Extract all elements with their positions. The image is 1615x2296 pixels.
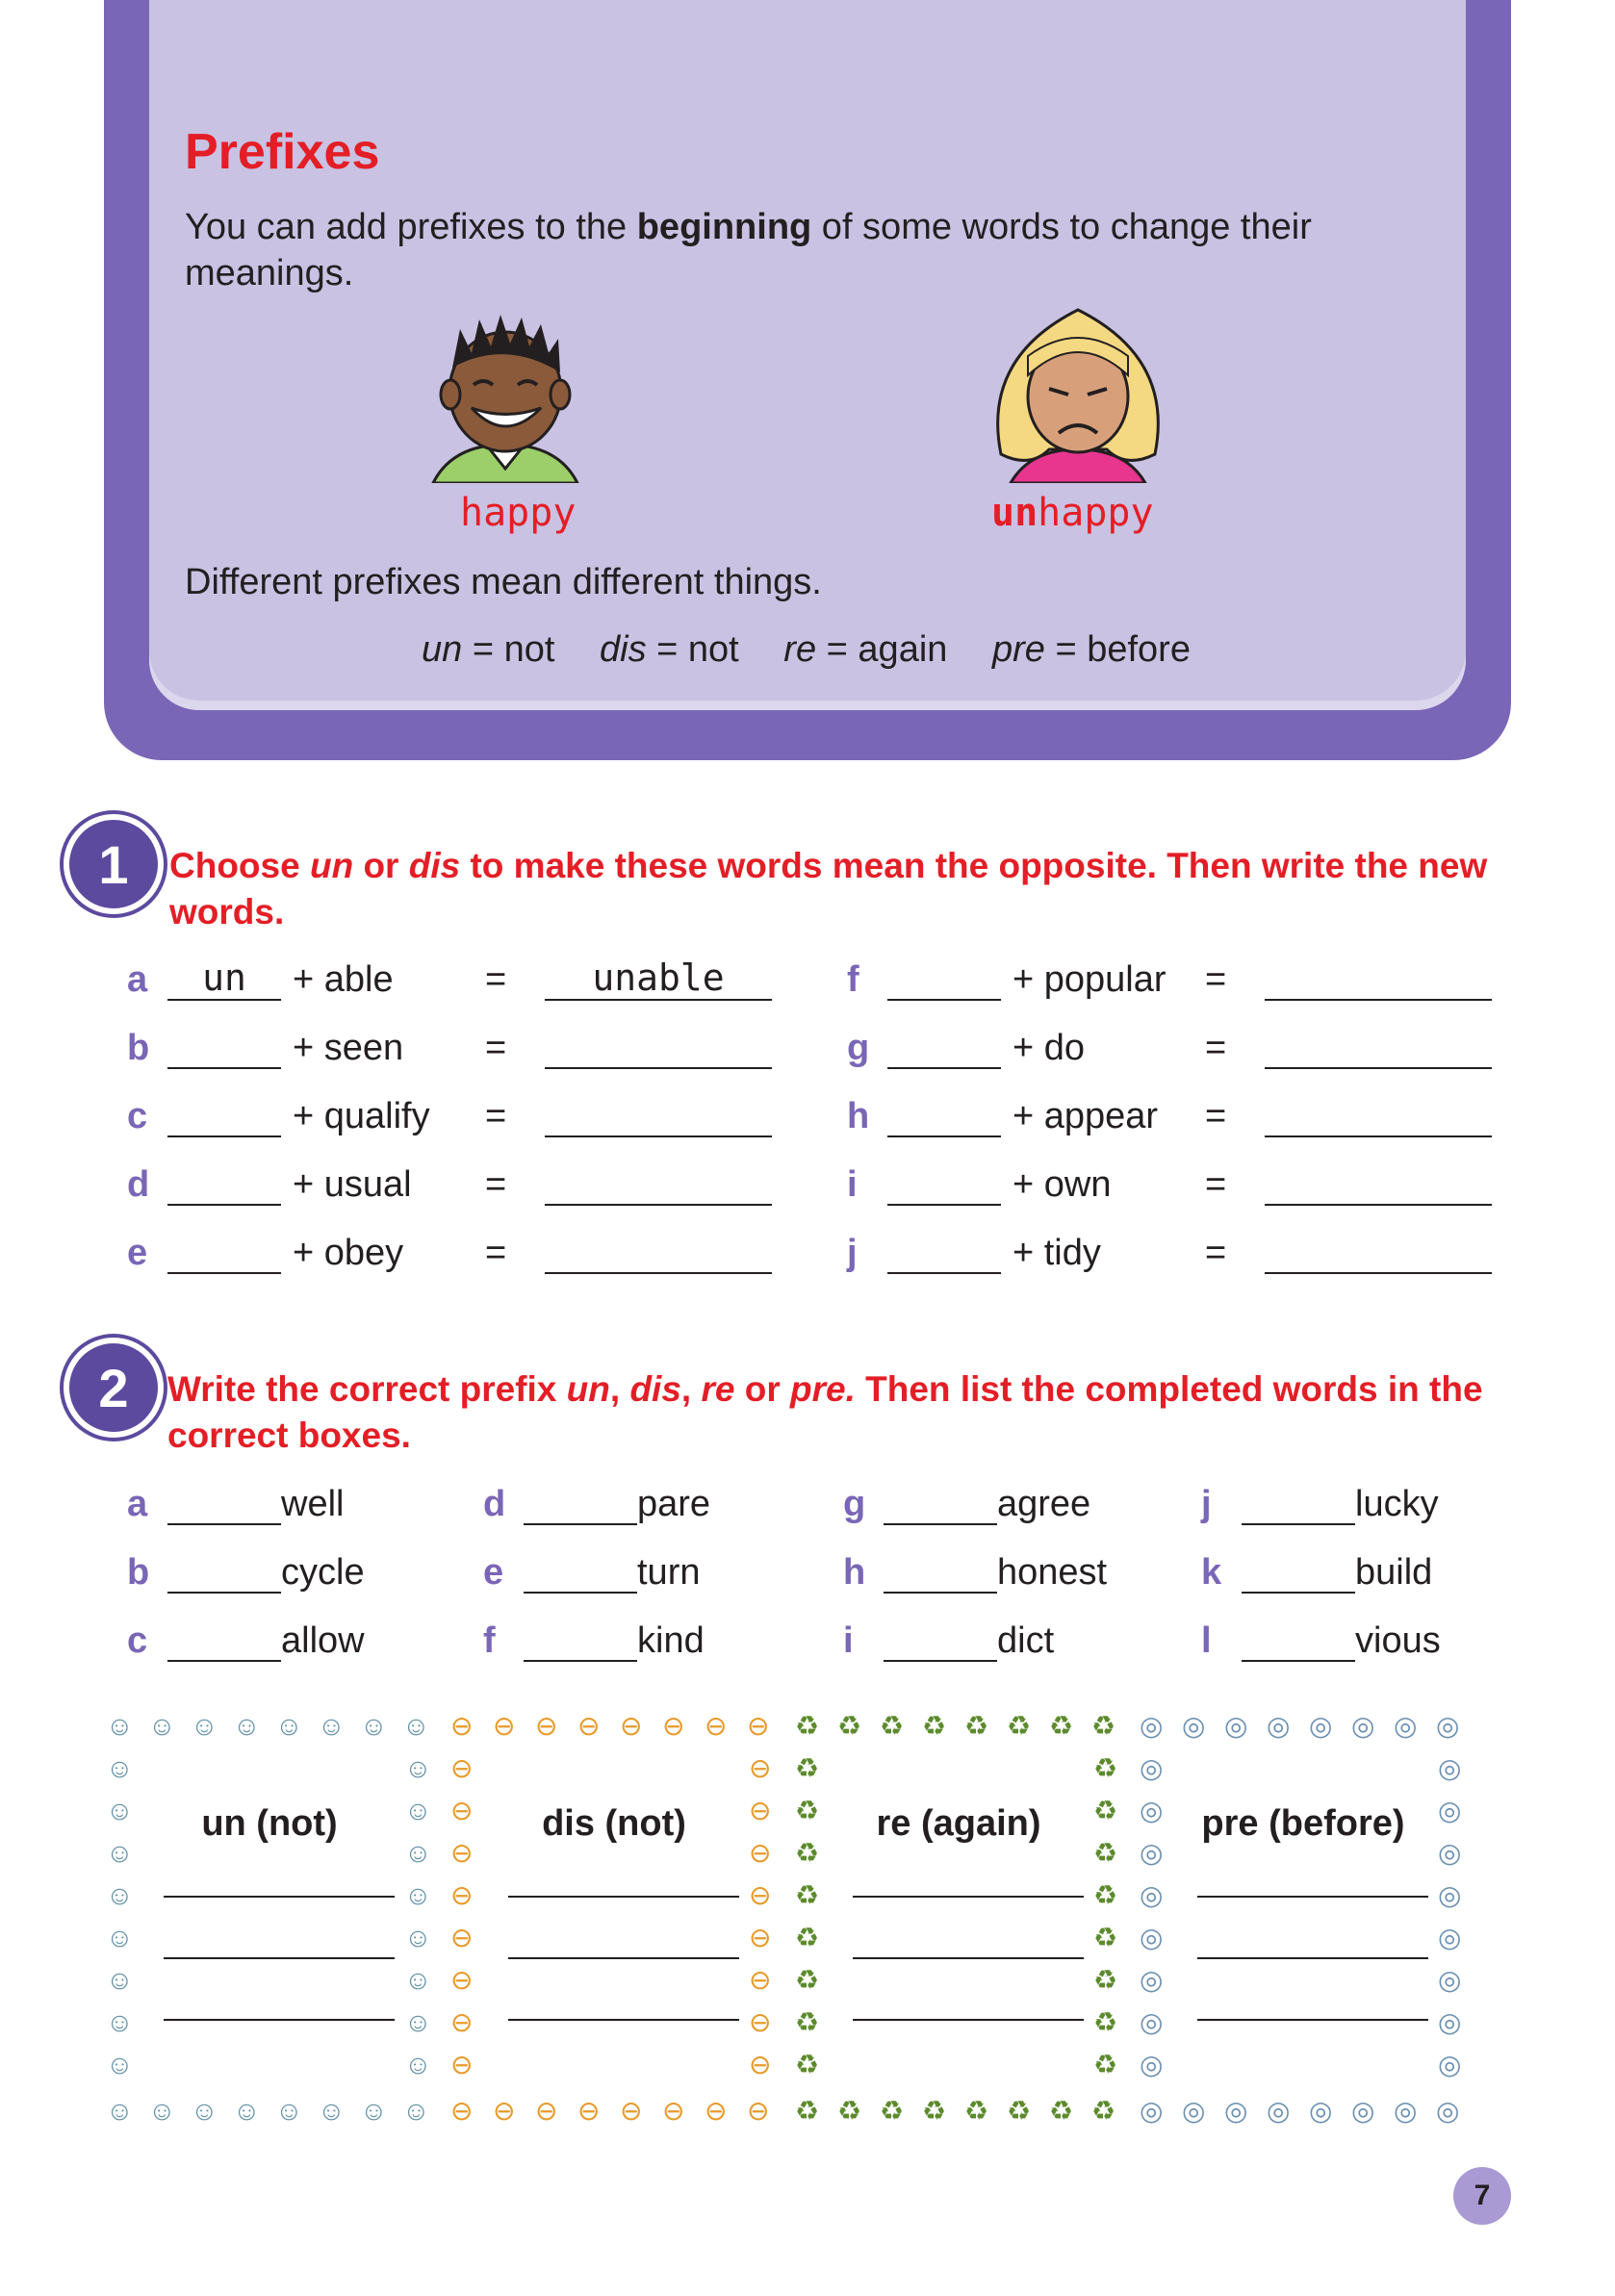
crystal-ball-icon: ◎ — [1351, 2096, 1375, 2126]
item-letter: b — [127, 1552, 150, 1593]
recycle-icon: ♻ — [795, 1838, 820, 1868]
equals-sign: = — [485, 1164, 507, 1205]
recycle-icon: ♻ — [1093, 2007, 1118, 2037]
base-word: + able — [293, 959, 394, 1000]
no-entry-icon: ⊖ — [450, 1923, 474, 1952]
recycle-icon: ♻ — [1093, 1796, 1118, 1825]
recycle-icon: ♻ — [795, 1711, 820, 1741]
recycle-icon: ♻ — [795, 1880, 820, 1910]
exercise-2-badge: 2 — [64, 1338, 164, 1438]
face-icon: ☺ — [275, 2096, 303, 2126]
recycle-icon: ♻ — [1093, 1965, 1118, 1995]
exercise-2-item — [127, 1604, 365, 1662]
no-entry-icon: ⊖ — [620, 2096, 643, 2126]
no-entry-icon: ⊖ — [749, 1796, 772, 1825]
word-ending: kind — [637, 1620, 705, 1661]
answer-line[interactable] — [508, 2019, 739, 2021]
recycle-icon: ♻ — [964, 1711, 989, 1741]
no-entry-icon: ⊖ — [749, 2007, 772, 2037]
prefix-blank[interactable] — [887, 1095, 1001, 1137]
recycle-icon: ♻ — [1091, 2096, 1116, 2126]
no-entry-icon: ⊖ — [450, 2096, 474, 2126]
no-entry-icon: ⊖ — [749, 1753, 772, 1783]
recycle-icon: ♻ — [1093, 1880, 1118, 1910]
face-icon: ☺ — [106, 1753, 134, 1783]
crystal-ball-icon: ◎ — [1140, 1838, 1164, 1868]
no-entry-icon: ⊖ — [450, 1880, 474, 1910]
exercise-1-item — [847, 1148, 1492, 1206]
crystal-ball-icon: ◎ — [1438, 1965, 1462, 1995]
box-title: pre (before) — [1201, 1803, 1405, 1844]
prefix-blank[interactable] — [884, 1483, 997, 1525]
crystal-ball-icon: ◎ — [1140, 2096, 1164, 2126]
face-icon: ☺ — [404, 1796, 432, 1825]
no-entry-icon: ⊖ — [705, 1711, 728, 1741]
exercise-1-badge: 1 — [64, 814, 164, 914]
prefix-blank[interactable] — [167, 958, 281, 1001]
prefix-blank[interactable] — [167, 1095, 281, 1137]
crystal-ball-icon: ◎ — [1182, 2096, 1206, 2126]
crystal-ball-icon: ◎ — [1436, 1711, 1460, 1741]
word-ending: cycle — [281, 1552, 365, 1593]
answer-line[interactable] — [853, 1896, 1084, 1898]
equals-sign: = — [1205, 959, 1227, 1000]
prefix-blank[interactable] — [1242, 1620, 1355, 1662]
recycle-icon: ♻ — [837, 2096, 862, 2126]
crystal-ball-icon: ◎ — [1140, 1965, 1164, 1995]
prefix-blank[interactable] — [887, 958, 1001, 1001]
answer-line[interactable] — [853, 1957, 1084, 1959]
equals-sign: = — [1205, 1233, 1227, 1273]
recycle-icon: ♻ — [795, 1923, 820, 1952]
face-icon: ☺ — [106, 1796, 134, 1825]
label-unhappy: unhappy — [991, 491, 1154, 535]
exercise-1-item — [127, 943, 772, 1001]
exercise-1-item — [127, 1148, 772, 1206]
recycle-icon: ♻ — [1007, 1711, 1032, 1741]
equals-sign: = — [485, 959, 507, 1000]
word-ending: dict — [997, 1620, 1055, 1661]
crystal-ball-icon: ◎ — [1438, 1838, 1462, 1868]
item-letter: a — [127, 1484, 148, 1524]
answer-blank[interactable] — [1265, 1027, 1492, 1069]
item-letter: f — [483, 1620, 496, 1661]
crystal-ball-icon: ◎ — [1394, 2096, 1418, 2126]
exercise-2-item — [483, 1604, 705, 1662]
prefix-blank[interactable] — [167, 1232, 281, 1274]
prefix-meanings — [422, 629, 1225, 671]
prefix-blank[interactable] — [887, 1027, 1001, 1069]
prefix-blank[interactable] — [524, 1483, 637, 1525]
face-icon: ☺ — [404, 1923, 432, 1952]
info-panel — [149, 0, 1466, 710]
item-letter: g — [847, 1028, 870, 1068]
base-word: + seen — [293, 1028, 404, 1068]
prefix-blank[interactable] — [887, 1232, 1001, 1274]
recycle-icon: ♻ — [922, 1711, 947, 1741]
word-ending: honest — [997, 1552, 1108, 1593]
crystal-ball-icon: ◎ — [1438, 2050, 1462, 2079]
item-letter: l — [1201, 1620, 1212, 1661]
recycle-icon: ♻ — [922, 2096, 947, 2126]
prefix-blank[interactable] — [887, 1163, 1001, 1206]
exercise-1-item — [127, 1080, 772, 1137]
prefix-answer: un — [202, 957, 246, 999]
no-entry-icon: ⊖ — [493, 2096, 516, 2126]
sorting-box — [1140, 1713, 1467, 2127]
answer-line[interactable] — [164, 2019, 395, 2021]
recycle-icon: ♻ — [837, 1711, 862, 1741]
answer-line[interactable] — [1197, 1957, 1428, 1959]
recycle-icon: ♻ — [1091, 1711, 1116, 1741]
crystal-ball-icon: ◎ — [1438, 2007, 1462, 2037]
equals-sign: = — [1205, 1096, 1227, 1136]
no-entry-icon: ⊖ — [535, 2096, 558, 2126]
crystal-ball-icon: ◎ — [1267, 1711, 1291, 1741]
face-icon: ☺ — [275, 1711, 303, 1741]
crystal-ball-icon: ◎ — [1436, 2096, 1460, 2126]
answer-line[interactable] — [164, 1896, 395, 1898]
recycle-icon: ♻ — [880, 2096, 905, 2126]
no-entry-icon: ⊖ — [450, 1753, 474, 1783]
crystal-ball-icon: ◎ — [1140, 2050, 1164, 2079]
recycle-icon: ♻ — [1093, 1753, 1118, 1783]
face-icon: ☺ — [106, 2007, 134, 2037]
prefix-blank[interactable] — [167, 1163, 281, 1206]
base-word: + do — [1013, 1028, 1086, 1068]
crystal-ball-icon: ◎ — [1438, 1753, 1462, 1783]
prefix-blank[interactable] — [884, 1620, 997, 1662]
word-ending: pare — [637, 1484, 711, 1524]
exercise-2-item — [1201, 1604, 1441, 1662]
recycle-icon: ♻ — [795, 1753, 820, 1783]
word-ending: well — [281, 1484, 345, 1524]
face-icon: ☺ — [233, 1711, 261, 1741]
face-icon: ☺ — [404, 1880, 432, 1910]
exercise-2-item — [127, 1467, 344, 1525]
exercise-1-item — [127, 1011, 772, 1069]
written-answer: unable — [592, 957, 725, 999]
base-word: + appear — [1013, 1096, 1159, 1136]
equals-sign: = — [485, 1233, 507, 1273]
sorting-box — [795, 1713, 1122, 2127]
word-ending: allow — [281, 1620, 365, 1661]
crystal-ball-icon: ◎ — [1224, 2096, 1248, 2126]
recycle-icon: ♻ — [795, 2096, 820, 2126]
item-letter: c — [127, 1096, 148, 1136]
crystal-ball-icon: ◎ — [1351, 1711, 1375, 1741]
item-letter: b — [127, 1028, 150, 1068]
answer-blank[interactable] — [1265, 1095, 1492, 1137]
face-icon: ☺ — [106, 2096, 134, 2126]
face-icon: ☺ — [360, 2096, 388, 2126]
face-icon: ☺ — [106, 1965, 134, 1995]
base-word: + obey — [293, 1233, 404, 1273]
item-letter: g — [843, 1484, 866, 1524]
face-icon: ☺ — [318, 2096, 346, 2126]
no-entry-icon: ⊖ — [450, 1965, 474, 1995]
base-word: + qualify — [293, 1096, 430, 1136]
crystal-ball-icon: ◎ — [1140, 1796, 1164, 1825]
meaning-un: un = not — [422, 629, 555, 670]
word-ending: lucky — [1355, 1484, 1439, 1524]
label-happy: happy — [460, 491, 577, 535]
crystal-ball-icon: ◎ — [1394, 1711, 1418, 1741]
box-title: un (not) — [201, 1803, 338, 1844]
no-entry-icon: ⊖ — [747, 1711, 770, 1741]
exercise-1-item — [847, 1011, 1492, 1069]
no-entry-icon: ⊖ — [749, 1880, 772, 1910]
face-icon: ☺ — [148, 1711, 176, 1741]
item-letter: j — [847, 1233, 858, 1273]
recycle-icon: ♻ — [1007, 2096, 1032, 2126]
no-entry-icon: ⊖ — [450, 2050, 474, 2079]
prefix-blank[interactable] — [167, 1483, 281, 1525]
face-icon: ☺ — [106, 1880, 134, 1910]
recycle-icon: ♻ — [795, 2007, 820, 2037]
crystal-ball-icon: ◎ — [1438, 1880, 1462, 1910]
exercise-2-item — [483, 1536, 700, 1594]
base-word: + popular — [1013, 959, 1166, 1000]
crystal-ball-icon: ◎ — [1140, 1753, 1164, 1783]
sorting-boxes — [106, 1713, 1492, 2127]
face-icon: ☺ — [106, 2050, 134, 2079]
meaning-re: re = again — [783, 629, 948, 670]
no-entry-icon: ⊖ — [749, 1965, 772, 1995]
word-ending: build — [1355, 1552, 1433, 1593]
exercise-1-instruction: Choose un or dis to make these words mean the opposite. Then write the new words. — [169, 846, 1488, 931]
answer-blank[interactable] — [545, 1095, 772, 1137]
crystal-ball-icon: ◎ — [1182, 1711, 1206, 1741]
answer-line[interactable] — [508, 1957, 739, 1959]
exercise-2-item — [843, 1467, 1090, 1525]
crystal-ball-icon: ◎ — [1309, 1711, 1333, 1741]
exercise-2-item — [483, 1467, 710, 1525]
no-entry-icon: ⊖ — [662, 1711, 685, 1741]
face-icon: ☺ — [106, 1711, 134, 1741]
item-letter: h — [843, 1552, 866, 1593]
no-entry-icon: ⊖ — [749, 1923, 772, 1952]
no-entry-icon: ⊖ — [450, 2007, 474, 2037]
unhappy-girl-icon — [962, 300, 1193, 483]
face-icon: ☺ — [106, 1838, 134, 1868]
no-entry-icon: ⊖ — [493, 1711, 516, 1741]
face-icon: ☺ — [191, 2096, 218, 2126]
face-icon: ☺ — [402, 2096, 430, 2126]
meaning-dis: dis = not — [600, 629, 739, 670]
answer-blank[interactable] — [1265, 1163, 1492, 1206]
prefix-blank[interactable] — [1242, 1483, 1355, 1525]
face-icon: ☺ — [404, 1753, 432, 1783]
prefix-blank[interactable] — [167, 1620, 281, 1662]
prefix-blank[interactable] — [524, 1620, 637, 1662]
face-icon: ☺ — [191, 1711, 218, 1741]
answer-line[interactable] — [1197, 2019, 1428, 2021]
face-icon: ☺ — [360, 1711, 388, 1741]
item-letter: i — [847, 1164, 858, 1205]
exercise-1-item — [847, 943, 1492, 1001]
exercise-2-item — [1201, 1467, 1439, 1525]
crystal-ball-icon: ◎ — [1267, 2096, 1291, 2126]
crystal-ball-icon: ◎ — [1309, 2096, 1333, 2126]
answer-blank[interactable] — [545, 1027, 772, 1069]
recycle-icon: ♻ — [795, 1796, 820, 1825]
face-icon: ☺ — [404, 2050, 432, 2079]
no-entry-icon: ⊖ — [577, 2096, 601, 2126]
prefix-blank[interactable] — [1242, 1551, 1355, 1594]
crystal-ball-icon: ◎ — [1140, 1880, 1164, 1910]
face-icon: ☺ — [318, 1711, 346, 1741]
prefix-blank[interactable] — [884, 1551, 997, 1594]
answer-blank[interactable] — [545, 1163, 772, 1206]
answer-line[interactable] — [164, 1957, 395, 1959]
crystal-ball-icon: ◎ — [1140, 1923, 1164, 1952]
word-ending: vious — [1355, 1620, 1441, 1661]
crystal-ball-icon: ◎ — [1140, 1711, 1164, 1741]
face-icon: ☺ — [148, 2096, 176, 2126]
answer-line[interactable] — [853, 2019, 1084, 2021]
prefix-blank[interactable] — [524, 1551, 637, 1594]
recycle-icon: ♻ — [1093, 1923, 1118, 1952]
base-word: + tidy — [1013, 1233, 1101, 1273]
recycle-icon: ♻ — [1049, 2096, 1074, 2126]
base-word: + usual — [293, 1164, 412, 1205]
no-entry-icon: ⊖ — [450, 1711, 474, 1741]
answer-blank[interactable] — [1265, 958, 1492, 1001]
item-letter: c — [127, 1620, 148, 1661]
recycle-icon: ♻ — [1093, 1838, 1118, 1868]
exercise-2-item — [1201, 1536, 1432, 1594]
exercise-2-instruction: Write the correct prefix un, dis, re or pre. Then list the completed words in the correct boxes. — [167, 1369, 1483, 1455]
answer-line[interactable] — [508, 1896, 739, 1898]
item-letter: a — [127, 959, 148, 1000]
no-entry-icon: ⊖ — [450, 1796, 474, 1825]
item-letter: d — [127, 1164, 150, 1205]
face-icon: ☺ — [404, 1965, 432, 1995]
crystal-ball-icon: ◎ — [1438, 1923, 1462, 1952]
face-icon: ☺ — [106, 1923, 134, 1952]
box-title: re (again) — [876, 1803, 1041, 1844]
prefix-blank[interactable] — [167, 1027, 281, 1069]
crystal-ball-icon: ◎ — [1438, 1796, 1462, 1825]
exercise-2-item — [843, 1536, 1107, 1594]
recycle-icon: ♻ — [964, 2096, 989, 2126]
item-letter: j — [1201, 1484, 1212, 1524]
item-letter: f — [847, 959, 859, 1000]
exercise-1-item — [847, 1080, 1492, 1137]
no-entry-icon: ⊖ — [747, 2096, 770, 2126]
panel-title: Prefixes — [185, 124, 380, 180]
face-icon: ☺ — [402, 1711, 430, 1741]
crystal-ball-icon: ◎ — [1140, 2007, 1164, 2037]
answer-blank[interactable] — [1265, 1232, 1492, 1274]
sorting-box — [450, 1713, 778, 2127]
panel-note: Different prefixes mean different things. — [185, 562, 822, 602]
exercise-1-item — [127, 1216, 772, 1274]
base-word: + own — [1013, 1164, 1112, 1205]
happy-boy-icon — [414, 300, 597, 483]
equals-sign: = — [485, 1096, 507, 1136]
face-icon: ☺ — [233, 2096, 261, 2126]
no-entry-icon: ⊖ — [662, 2096, 685, 2126]
item-letter: d — [483, 1484, 506, 1524]
prefix-blank[interactable] — [167, 1551, 281, 1594]
page-number: 7 — [1453, 2167, 1511, 2225]
recycle-icon: ♻ — [880, 1711, 905, 1741]
no-entry-icon: ⊖ — [535, 1711, 558, 1741]
no-entry-icon: ⊖ — [749, 1838, 772, 1868]
recycle-icon: ♻ — [1093, 2050, 1118, 2079]
exercise-2-item — [127, 1536, 365, 1594]
item-letter: e — [127, 1233, 148, 1273]
exercise-1-item — [847, 1216, 1492, 1274]
equals-sign: = — [485, 1028, 507, 1068]
word-ending: agree — [997, 1484, 1091, 1524]
panel-intro: You can add prefixes to the beginning of some words to change their meanings. — [185, 207, 1312, 293]
crystal-ball-icon: ◎ — [1224, 1711, 1248, 1741]
recycle-icon: ♻ — [795, 2050, 820, 2079]
item-letter: i — [843, 1620, 854, 1661]
answer-blank[interactable] — [545, 958, 772, 1001]
recycle-icon: ♻ — [795, 1965, 820, 1995]
item-letter: h — [847, 1096, 870, 1136]
box-title: dis (not) — [542, 1803, 686, 1844]
no-entry-icon: ⊖ — [749, 2050, 772, 2079]
exercise-2-item — [843, 1604, 1054, 1662]
item-letter: e — [483, 1552, 504, 1593]
answer-blank[interactable] — [545, 1232, 772, 1274]
sorting-box — [106, 1713, 433, 2127]
equals-sign: = — [1205, 1028, 1227, 1068]
face-icon: ☺ — [404, 2007, 432, 2037]
no-entry-icon: ⊖ — [620, 1711, 643, 1741]
no-entry-icon: ⊖ — [450, 1838, 474, 1868]
no-entry-icon: ⊖ — [577, 1711, 601, 1741]
equals-sign: = — [1205, 1164, 1227, 1205]
word-ending: turn — [637, 1552, 701, 1593]
face-icon: ☺ — [404, 1838, 432, 1868]
recycle-icon: ♻ — [1049, 1711, 1074, 1741]
no-entry-icon: ⊖ — [705, 2096, 728, 2126]
meaning-pre: pre = before — [991, 629, 1191, 670]
item-letter: k — [1201, 1552, 1222, 1593]
answer-line[interactable] — [1197, 1896, 1428, 1898]
